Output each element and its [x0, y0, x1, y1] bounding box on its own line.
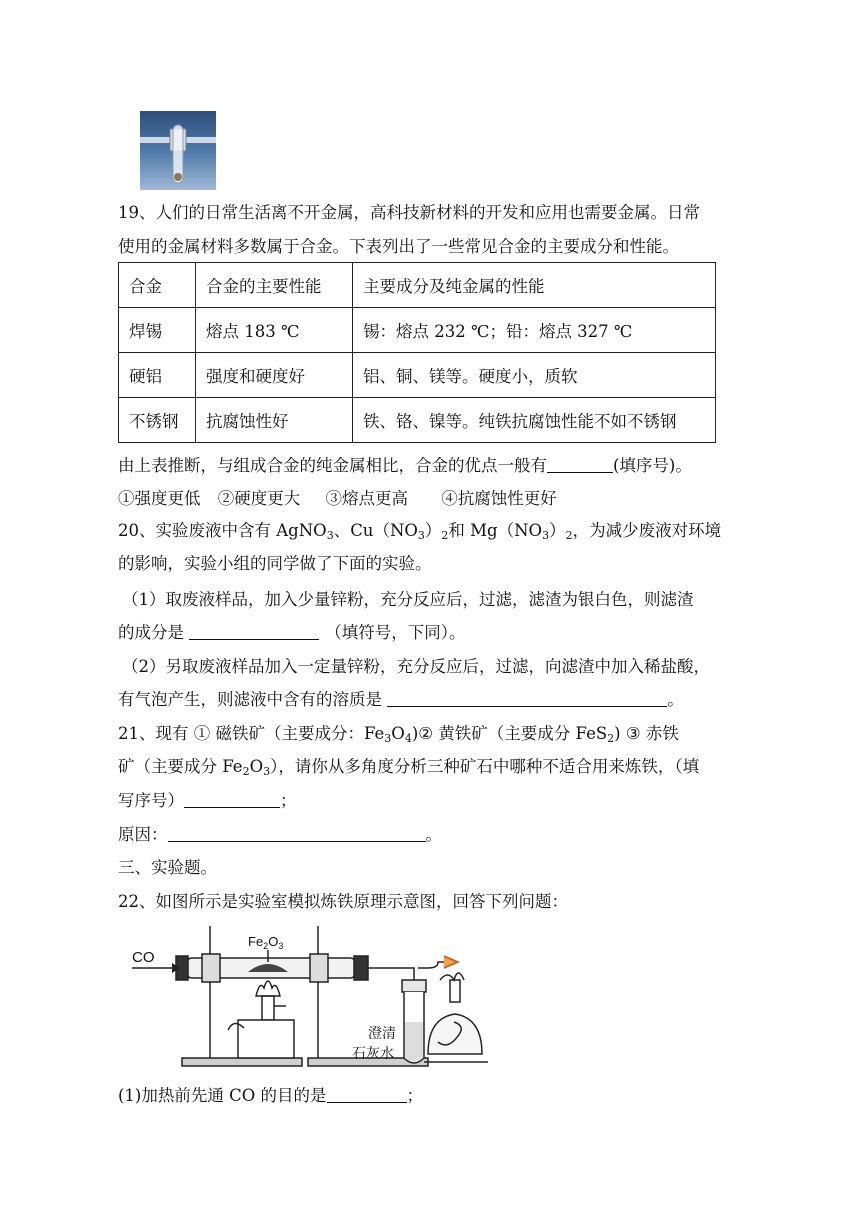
subscript: 2	[441, 529, 449, 542]
table-cell: 熔点 183 ℃	[196, 308, 353, 353]
q20-text: ）	[549, 521, 566, 540]
q20-text: 的成分是	[118, 623, 190, 642]
option-1: ①强度更低	[118, 489, 201, 508]
subscript: 2	[565, 529, 573, 542]
table-header-row	[119, 263, 716, 308]
q19-paragraph-line2: 使用的金属材料多数属于合金。下表列出了一些常见合金的主要成分和性能。	[118, 237, 679, 256]
q21-line4	[118, 824, 442, 846]
q21-text: 。	[425, 825, 442, 844]
answer-blank[interactable]	[168, 825, 426, 842]
q19-options	[118, 488, 557, 510]
q20-text: 有气泡产生，则滤液中含有的溶质是	[118, 690, 388, 709]
q20-part1-line1: （1）取废液样品，加入少量锌粉，充分反应后，过滤，滤渣为银白色，则滤渣	[122, 590, 694, 609]
subscript: 2	[607, 732, 615, 745]
table-row	[119, 398, 716, 443]
table-cell: 强度和硬度好	[196, 353, 353, 398]
subscript: 3	[326, 529, 334, 542]
q21-text: 原因：	[118, 825, 168, 844]
answer-blank[interactable]	[184, 791, 280, 808]
table-header-cell: 主要成分及纯金属的性能	[353, 263, 716, 308]
q20-text: 。	[667, 690, 684, 709]
section-heading: 三、实验题。	[118, 858, 217, 877]
q19-inference-line	[118, 455, 692, 477]
alcohol-lamp	[428, 1014, 482, 1054]
q20-part2-line1: （2）另取废液样品加入一定量锌粉，充分反应后，过滤，向滤渣中加入稀盐酸，	[122, 657, 710, 676]
burner-flame	[256, 981, 280, 996]
table-row	[119, 308, 716, 353]
q20-text: ，为减少废液对环境	[572, 521, 722, 540]
q21-text: ) ③ 赤铁	[614, 724, 679, 743]
q21-text: )② 黄铁矿（主要成分 FeS	[411, 724, 608, 743]
table-header-cell: 合金	[119, 263, 196, 308]
test-tube-image	[140, 111, 216, 190]
table-cell: 铝、铜、镁等。硬度小，质软	[353, 353, 716, 398]
q22-intro: 22、如图所示是实验室模拟炼铁原理示意图，回答下列问题：	[118, 892, 568, 911]
table-row	[119, 353, 716, 398]
q21-text: 矿（主要成分 Fe	[118, 757, 243, 776]
q20-part2-line2	[118, 689, 684, 711]
q21-line2	[118, 756, 699, 778]
q20-text: 、Cu（NO	[333, 521, 418, 540]
table-cell: 硬铝	[119, 353, 196, 398]
option-3: ③熔点更高	[325, 489, 408, 508]
q20-line2: 的影响，实验小组的同学做了下面的实验。	[118, 554, 432, 573]
q21-text: ；	[280, 791, 297, 810]
table-cell: 焊锡	[119, 308, 196, 353]
q21-text: O	[391, 724, 405, 743]
q20-text: （填符号，下同）。	[325, 623, 466, 642]
q21-text: ），请你从多角度分析三种矿石中哪种不适合用来炼铁，（填	[270, 757, 700, 776]
q21-line1	[118, 723, 679, 745]
limewater-label: 石灰水	[352, 1046, 394, 1062]
subscript: 3	[384, 732, 392, 745]
q20-text: 和 Mg（NO	[448, 521, 543, 540]
ironmaking-apparatus-diagram	[128, 922, 508, 1072]
burner	[238, 1020, 294, 1058]
subscript: 3	[263, 765, 271, 778]
q20-text: ）	[424, 521, 442, 540]
q22-text: (1)加热前先通 CO 的目的是	[118, 1086, 327, 1105]
answer-blank[interactable]	[189, 623, 319, 640]
table-cell: 锡：熔点 232 ℃；铅：熔点 327 ℃	[353, 308, 716, 353]
q22-text: ；	[406, 1086, 424, 1105]
subscript: 2	[242, 765, 250, 778]
answer-blank[interactable]	[387, 690, 667, 707]
subscript: 3	[542, 529, 550, 542]
q22-question1	[118, 1085, 423, 1107]
q21-line3	[118, 790, 297, 812]
q20-part1-line2	[118, 622, 466, 644]
table-header-cell: 合金的主要性能	[196, 263, 353, 308]
stopper	[354, 956, 368, 980]
table-cell: 抗腐蚀性好	[196, 398, 353, 443]
q20-text: 20、实验废液中含有 AgNO	[118, 521, 327, 540]
q19-paragraph-line1: 19、人们的日常生活离不开金属，高科技新材料的开发和应用也需要金属。日常	[118, 203, 700, 222]
q19-inference-text: 由上表推断，与组成合金的纯金属相比，合金的优点一般有	[118, 456, 547, 475]
limewater-label: 澄清	[368, 1026, 396, 1042]
q21-text: 21、现有 ① 磁铁矿（主要成分：Fe	[118, 724, 385, 743]
q21-text: O	[249, 757, 264, 776]
subscript: 4	[404, 732, 412, 745]
test-tube-stopper	[402, 980, 426, 992]
answer-blank[interactable]	[547, 456, 613, 473]
answer-blank[interactable]	[327, 1086, 407, 1103]
alloy-table	[118, 262, 716, 443]
option-2: ②硬度更大	[217, 489, 301, 508]
fe2o3-label: $Fe_2O_3$	[248, 934, 284, 951]
q19-inference-suffix: (填序号)。	[613, 456, 692, 475]
table-cell: 不锈钢	[119, 398, 196, 443]
subscript: 3	[417, 529, 425, 542]
table-cell: 铁、铬、镍等。纯铁抗腐蚀性能不如不锈钢	[353, 398, 716, 443]
stand-base	[182, 1058, 302, 1066]
option-4: ④抗腐蚀性更好	[441, 489, 557, 508]
q21-text: 写序号）	[118, 791, 184, 810]
co-label: CO	[132, 949, 155, 966]
q20-line1	[118, 520, 721, 542]
